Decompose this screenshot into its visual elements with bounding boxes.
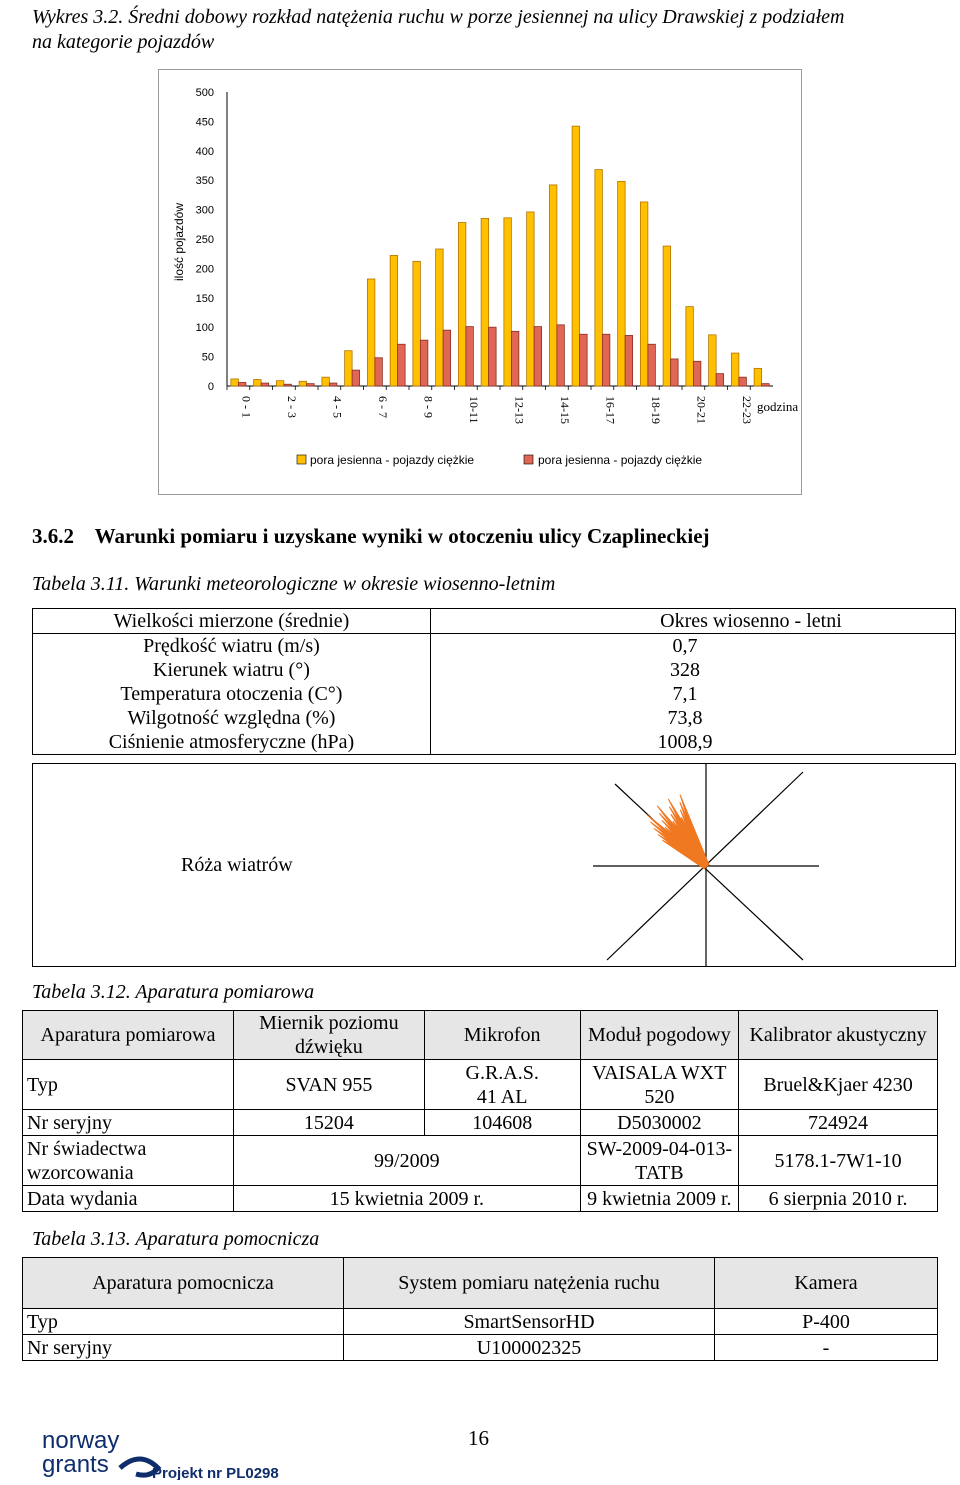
bar-series-2 (238, 382, 246, 386)
bar-series-2 (557, 325, 565, 386)
bar-series-2 (671, 359, 679, 386)
table-row (23, 1110, 938, 1136)
table-cell: 5178.1-7W1-10 (739, 1136, 938, 1186)
table-cell: P-400 (715, 1309, 938, 1335)
x-tick-label: 16-17 (603, 396, 618, 424)
table-cell: Nr seryjny (23, 1110, 234, 1136)
bar-series-2 (739, 377, 747, 386)
table-311-caption: Tabela 3.11. Warunki meteorologiczne w okresie wiosenno-letnim (32, 573, 556, 595)
table-cell: Nr seryjny (23, 1335, 344, 1361)
bar-series-2 (261, 383, 269, 386)
table-header-cell: Miernik poziomu dźwięku (233, 1011, 424, 1060)
rose-axis-diagonal-1 (615, 784, 803, 960)
page-number: 16 (468, 1426, 489, 1450)
table-cell: Bruel&Kjaer 4230 (739, 1060, 938, 1110)
y-tick-label: 250 (195, 234, 214, 246)
bar-series-1 (254, 380, 262, 386)
bar-series-1 (527, 212, 535, 386)
table-row (33, 658, 956, 682)
legend-swatch-series-2 (524, 455, 533, 464)
table-header-cell: Wielkości mierzone (średnie) (33, 609, 431, 634)
bar-series-1 (436, 249, 444, 386)
table-header-cell: Aparatura pomocnicza (23, 1258, 344, 1309)
bar-series-2 (420, 340, 428, 386)
bar-series-1 (390, 255, 398, 386)
table-cell: 99/2009 (233, 1136, 580, 1186)
table-cell: 9 kwietnia 2009 r. (580, 1186, 738, 1212)
bar-series-2 (329, 383, 337, 386)
y-tick-label: 300 (195, 204, 214, 217)
norway-grants-logo (40, 1428, 330, 1485)
table-cell: 15 kwietnia 2009 r. (233, 1186, 580, 1212)
table-cell: Temperatura otoczenia (C°) (33, 682, 431, 706)
bar-series-1 (754, 368, 762, 386)
table-row (23, 1136, 938, 1186)
bar-series-1 (709, 335, 717, 386)
table-row (33, 682, 956, 706)
bar-series-1 (367, 279, 375, 386)
traffic-chart-svg (159, 70, 801, 494)
bar-series-1 (231, 379, 239, 386)
bar-series-1 (731, 353, 739, 386)
bar-series-2 (398, 344, 406, 386)
bar-series-1 (549, 185, 557, 386)
chart-caption-line1: Wykres 3.2. Średni dobowy rozkład natężenia ruchu w porze jesiennej na ulicy Drawskiej z podziałem (32, 6, 845, 28)
x-tick-label: 6 - 7 (375, 396, 390, 418)
table-row (23, 1011, 938, 1060)
table-cell: - (715, 1335, 938, 1361)
x-tick-label: 10-11 (466, 396, 481, 424)
table-header-cell: Aparatura pomiarowa (23, 1011, 234, 1060)
table-header-cell: Kamera (715, 1258, 938, 1309)
table-row (33, 634, 956, 659)
table-cell: Kierunek wiatru (°) (33, 658, 431, 682)
bar-series-1 (458, 223, 466, 386)
table-cell: SmartSensorHD (344, 1309, 715, 1335)
chart-legend (297, 453, 702, 467)
bar-series-2 (693, 361, 701, 386)
table-cell: Wilgotność względna (%) (33, 706, 431, 730)
auxiliary-equipment-table (22, 1257, 938, 1361)
table-cell: SVAN 955 (233, 1060, 424, 1110)
y-tick-label: 400 (195, 145, 214, 158)
table-cell: 0,7 (672, 635, 698, 657)
bar-series-2 (625, 335, 633, 386)
bar-series-2 (602, 334, 610, 386)
y-tick-label: 150 (195, 292, 214, 305)
bar-series-2 (466, 327, 474, 386)
table-header-cell: Okres wiosenno - letni (430, 609, 955, 634)
bar-series-2 (762, 384, 770, 386)
table-313-caption: Tabela 3.13. Aparatura pomocnicza (32, 1228, 320, 1250)
x-tick-label: 12-13 (512, 396, 527, 424)
table-cell: 104608 (424, 1110, 580, 1136)
bar-series-1 (663, 246, 671, 386)
bar-series-2 (716, 374, 724, 386)
bar-series-1 (322, 377, 330, 386)
chart-xlabel: godzina (757, 399, 799, 414)
bar-series-2 (534, 327, 542, 386)
x-tick-label: 18-19 (648, 396, 663, 424)
bar-series-1 (640, 202, 648, 386)
wind-rose-label: Róża wiatrów (181, 854, 293, 876)
equipment-table (22, 1010, 938, 1212)
table-cell: 724924 (739, 1110, 938, 1136)
bar-series-1 (276, 381, 284, 386)
chart-caption-line2: na kategorie pojazdów (32, 31, 215, 53)
table-row (23, 1309, 938, 1335)
wind-rose-graphic (593, 764, 833, 966)
x-tick-label: 14-15 (557, 396, 572, 424)
chart-caption (32, 5, 952, 55)
table-cell: Data wydania (23, 1186, 234, 1212)
table-row (33, 609, 956, 634)
bar-series-2 (511, 331, 519, 386)
table-cell: SW-2009-04-013-TATB (580, 1136, 738, 1186)
table-header-cell: Kalibrator akustyczny (739, 1011, 938, 1060)
table-cell: Prędkość wiatru (m/s) (33, 634, 431, 659)
legend-label-series-2: pora jesienna - pojazdy ciężkie (538, 453, 703, 467)
table-cell: G.R.A.S. 41 AL (424, 1060, 580, 1110)
section-heading: 3.6.2 Warunki pomiaru i uzyskane wyniki w otoczeniu ulicy Czaplineckiej (32, 524, 710, 548)
y-tick-label: 100 (195, 322, 214, 335)
x-tick-label: 4 - 5 (330, 396, 345, 418)
logo-line2: grants (42, 1451, 109, 1478)
bar-series-2 (307, 384, 315, 386)
bar-series-1 (572, 126, 580, 386)
y-tick-label: 450 (195, 116, 214, 129)
y-tick-label: 0 (207, 381, 214, 393)
table-cell: D5030002 (580, 1110, 738, 1136)
bar-series-2 (489, 327, 497, 386)
bar-series-2 (375, 358, 383, 386)
x-tick-label: 8 - 9 (421, 396, 436, 418)
table-312-caption: Tabela 3.12. Aparatura pomiarowa (32, 981, 315, 1003)
table-header-cell: Mikrofon (424, 1011, 580, 1060)
table-cell: 73,8 (667, 707, 703, 729)
table-row (33, 730, 956, 755)
table-cell: 6 sierpnia 2010 r. (739, 1186, 938, 1212)
legend-label-series-1: pora jesienna - pojazdy ciężkie (310, 453, 475, 467)
bar-series-1 (504, 218, 512, 386)
x-tick-label: 20-21 (694, 396, 709, 424)
y-tick-label: 500 (195, 87, 214, 99)
bar-series-1 (481, 218, 489, 386)
table-cell: 7,1 (672, 683, 698, 705)
traffic-chart (158, 69, 802, 495)
bar-series-2 (443, 330, 451, 386)
wind-rose-spikes (647, 795, 709, 869)
bar-series-2 (284, 384, 292, 386)
x-tick-label: 22-23 (739, 396, 754, 424)
y-tick-label: 350 (195, 175, 214, 188)
table-cell: 15204 (233, 1110, 424, 1136)
x-tick-label: 2 - 3 (284, 396, 299, 418)
bar-series-2 (580, 334, 588, 386)
table-cell: 1008,9 (657, 731, 713, 753)
table-row (33, 706, 956, 730)
logo-line1: norway (42, 1428, 120, 1454)
bar-series-1 (299, 381, 307, 386)
table-row (23, 1060, 938, 1110)
bar-series-2 (648, 344, 656, 386)
x-tick-label: 0 - 1 (239, 396, 254, 418)
chart-ylabel: ilość pojazdów (172, 202, 186, 282)
table-cell: U100002325 (344, 1335, 715, 1361)
table-cell: Ciśnienie atmosferyczne (hPa) (33, 730, 431, 755)
table-cell: Nr świadectwa wzorcowania (23, 1136, 234, 1186)
bar-series-2 (352, 370, 360, 386)
y-tick-label: 200 (195, 263, 214, 276)
bar-series-1 (595, 170, 603, 386)
table-cell: Typ (23, 1060, 234, 1110)
bar-series-1 (345, 351, 353, 386)
bar-series-1 (686, 307, 694, 386)
table-row (23, 1258, 938, 1309)
legend-swatch-series-1 (297, 455, 306, 464)
table-cell: 328 (669, 659, 700, 681)
bar-series-1 (413, 261, 421, 386)
table-cell: VAISALA WXT 520 (580, 1060, 738, 1110)
logo-project: Projekt nr PL0298 (152, 1465, 279, 1480)
table-row (23, 1186, 938, 1212)
bar-series-1 (618, 181, 626, 386)
weather-table (32, 608, 956, 755)
table-row (23, 1335, 938, 1361)
table-cell: Typ (23, 1309, 344, 1335)
y-tick-label: 50 (201, 351, 214, 364)
wind-rose-panel (32, 763, 956, 967)
table-header-cell: Moduł pogodowy (580, 1011, 738, 1060)
table-header-cell: System pomiaru natężenia ruchu (344, 1258, 715, 1309)
